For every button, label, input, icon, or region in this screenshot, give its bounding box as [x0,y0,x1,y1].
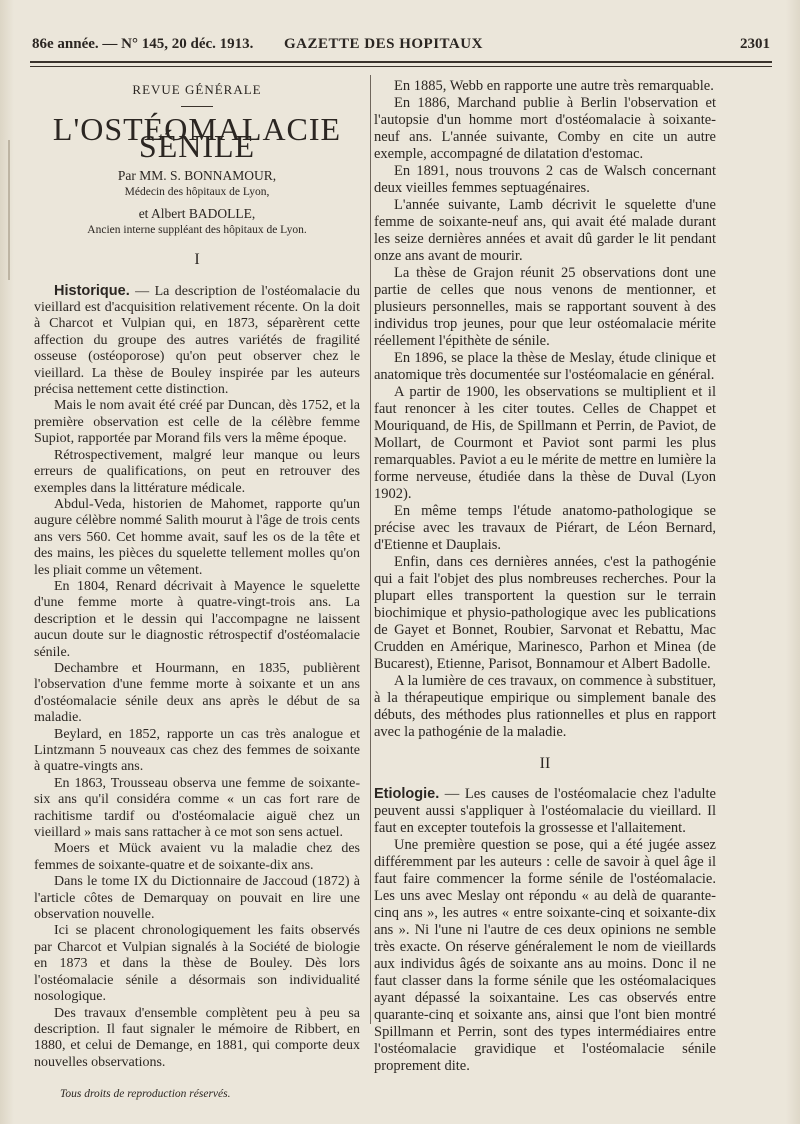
paragraph: L'année suivante, Lamb décrivit le squelette d'une femme de soixante-neuf ans, qui avait été malade durant les seize dernières années et avait dû garder le lit pendant onze ans avant de mourir. [374,197,716,264]
rubric: REVUE GÉNÉRALE [132,82,262,97]
page-header [32,36,770,56]
paragraph: Dechambre et Hourmann, en 1835, publièrent l'observation d'une femme morte à soixante et un ans d'ostéomalacie sénile deux ans après le début de sa maladie. [34,660,360,726]
page-number: 2301 [740,36,770,52]
paragraph: Une première question se pose, qui a été jugée assez différemment par les auteurs : celle de savoir à quel âge il faut faire commencer la forme sénile de l'ostéomalacie. Les uns avec Meslay ont répondu « au delà de quarante-cinq ans », les autres « entre soixante-cinq et soixante-dix ans ». Ni l'une ni l'autre de ces deux opinions ne semble très exacte. On réserve généralement le nom de vieillards aux individus âgés de soixante ans au moins. Donc il ne faut classer dans la forme sénile que les ostéomalaciques ayant dépassé la soixantaine. Les cas observés entre quarante-cinq et soixante ans, ainsi que l'ont bien montré Spillmann et Perrin, sont des types intermédiaires entre l'ostéomalacie gravidique et l'ostéomalacie sénile proprement dite. [374,837,716,1074]
paragraph: En 1896, se place la thèse de Meslay, étude clinique et anatomique très documentée sur l'ostéomalacie en général. [374,350,716,383]
paragraph: En 1886, Marchand publie à Berlin l'observation et l'autopsie d'un homme mort d'ostéomalacie à soixante-neuf ans. L'année suivante, Comby en cite un autre exemple, accompagné de dilatation d'estomac. [374,95,716,162]
paragraph: Enfin, dans ces dernières années, c'est la pathogénie qui a fait l'objet des plus nombreuses recherches. Pour la plupart elles transportent la question sur le terrain biochimique et physio-pathologique avec les publications de Gayet et Bonnet, Roubier, Sarvonat et Rebattu, Mac Crudden en Amérique, Marinesco, Parhon et Minea (de Bucarest), Etienne, Parisot, Bonnamour et Albert Badolle. [374,554,716,672]
author-2-role: Ancien interne suppléant des hôpitaux de Lyon. [87,224,307,237]
paragraph: Moers et Mück avaient vu la maladie chez des femmes de soixante-quatre et de soixante-dix ans. [34,841,360,873]
paragraph: Rétrospectivement, malgré leur manque ou leurs erreurs de qualifications, on peut en retrouver des exemples dans la littérature médicale. [34,447,360,496]
page-edge-mark [8,140,10,280]
section-heading: Etiologie. [374,786,440,802]
author-1-role: Médecin des hôpitaux de Lyon, [124,186,270,199]
right-column [374,78,716,1075]
paragraph: En 1863, Trousseau observa une femme de soixante-six ans qu'il considéra comme « un cas fort rare de rachitisme tardif ou d'ostéomalacie aiguë chez un vieillard » mais sans rattacher à ce mot son sens actuel. [34,775,360,841]
rubric-rule [181,106,213,107]
paragraph: Dans le tome IX du Dictionnaire de Jaccoud (1872) à l'article côtes de Demarquay on pouvait en lire une observation nouvelle. [34,874,360,923]
author-2: et Albert BADOLLE, [138,206,256,222]
paragraph: A la lumière de ces travaux, on commence à substituer, à la thérapeutique empirique ou simplement banale des débuts, des méthodes plus rationnelles et plus en rapport avec la pathogénie de la maladie. [374,673,716,740]
issue-info: 86e année. — N° 145, 20 déc. 1913. [32,36,254,52]
section-1-numeral: I [194,251,200,269]
paragraph: La thèse de Grajon réunit 25 observations dont une partie de celles que nous venons de mentionner, et plusieurs personnelles, mais se rapportant souvent à des individus trop jeunes, pour que leur ostéomalacie mérite réellement l'épithète de sénile. [374,265,716,349]
paragraph: Abdul-Veda, historien de Mahomet, rapporte qu'un augure célèbre nommé Salith mourut à l'âge de trois cents ans vers 560. Cet homme avait, sauf les os de la tête et des mains, les pièces du squelette tellement molles qu'on les pliait comme un vêtement. [34,496,360,578]
paragraph: Mais le nom avait été créé par Duncan, dès 1752, et la première observation est celle de la célèbre femme Supiot, rapportée par Morand fils vers la même époque. [34,398,360,447]
paragraph [34,283,360,399]
paragraph: Ici se placent chronologiquement les faits observés par Charcot et Vulpian signalés à la Société de biologie en 1873 et dans la thèse de Bouley. Dès lors l'ostéomalacie sénile a désormais son individualité nosologique. [34,923,360,1005]
header-rule-thin [30,66,772,67]
section-heading: Historique. [54,282,130,299]
paragraph-text: — Les causes de l'ostéomalacie chez l'adulte peuvent aussi s'appliquer à l'ostéomalacie du vieillard. Il faut en excepter toutefois la grossesse et l'allaitement. [374,786,716,836]
paragraph-text: — La description de l'ostéomalacie du vieillard est d'acquisition relativement récente. On la doit à Charcot et Vulpian qui, en 1873, séparèrent cette affection du groupe des autres variétés de fragilité osseuse (ostéoporose) qu'on peut observer chez le vieillard. La thèse de Bouley inspirée par les auteurs précisa nettement cette distinction. [34,283,360,398]
column-separator [370,75,371,1024]
paragraph: Des travaux d'ensemble complètent peu à peu sa description. Il faut signaler le mémoire de Ribbert, en 1880, et celui de Demange, en 1881, qui comporte deux nouvelles observations. [34,1005,360,1070]
section-2-numeral: II [539,755,551,772]
paragraph: En 1804, Renard décrivait à Mayence le squelette d'une femme morte à quatre-vingt-trois ans. La description et le dessin qui l'accompagne ne laissent aucun doute sur le diagnostic rétrospectif d'ostéomalacie sénile. [34,578,360,660]
paragraph: En 1891, nous trouvons 2 cas de Walsch concernant deux vieilles femmes septuagénaires. [374,163,716,196]
header-rule-thick [30,61,772,63]
paragraph: A partir de 1900, les observations se multiplient et il faut renoncer à les citer toutes. Celles de Chappet et Mouriquand, de His, de Spillmann et Perrin, de Paviot, de Mollart, de Courmont et Paviot sont parmi les plus remarquables. Paviot a eu le mérite de mettre en lumière la forme nerveuse, étudiée dans la thèse de Duval (Lyon 1902). [374,384,716,502]
paragraph [374,786,716,837]
article-title: L'OSTÉOMALACIE SÉNILE [52,111,342,164]
left-column [34,78,360,1071]
paragraph: En même temps l'étude anatomo-pathologique se précise avec les travaux de Piérart, de Léon Bernard, d'Etienne et Dauplais. [374,503,716,553]
author-1: Par MM. S. BONNAMOUR, [117,168,277,184]
journal-title: GAZETTE DES HOPITAUX [284,36,483,52]
paragraph: En 1885, Webb en rapporte une autre très remarquable. [394,78,714,94]
paragraph: Beylard, en 1852, rapporte un cas très analogue et Lintzmann 5 nouveaux cas chez des femmes de soixante à quatre-vingts ans. [34,726,360,775]
copyright-note: Tous droits de reproduction réservés. [60,1088,231,1100]
